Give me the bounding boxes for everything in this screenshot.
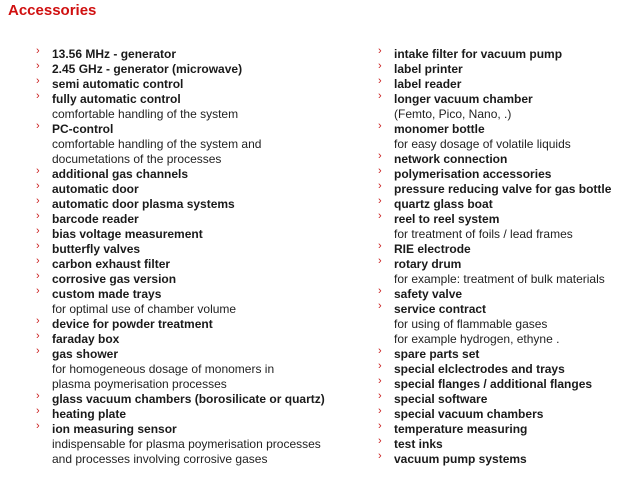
list-item (36, 422, 366, 467)
list-item (36, 47, 366, 62)
item-label: gas shower (52, 347, 119, 361)
item-label: service contract (394, 302, 487, 316)
bullet-arrow-icon: › (36, 90, 40, 102)
item-description: for treatment of foils / lead frames (394, 227, 573, 241)
bullet-arrow-icon: › (378, 360, 382, 372)
item-description: for using of flammable gases (394, 317, 548, 331)
list-item (378, 92, 618, 122)
item-label: spare parts set (394, 347, 480, 361)
bullet-arrow-icon: › (378, 210, 382, 222)
item-label: ion measuring sensor (52, 422, 177, 436)
bullet-arrow-icon: › (378, 120, 382, 132)
bullet-arrow-icon: › (36, 315, 40, 327)
bullet-arrow-icon: › (378, 45, 382, 57)
accessories-list-right (378, 47, 618, 467)
item-label: network connection (394, 152, 508, 166)
item-description: (Femto, Pico, Nano, .) (394, 107, 512, 121)
bullet-arrow-icon: › (36, 120, 40, 132)
item-description: for optimal use of chamber volume (52, 302, 237, 316)
item-label: vacuum pump systems (394, 452, 527, 466)
item-label: fully automatic control (52, 92, 181, 106)
item-label: label reader (394, 77, 462, 91)
list-item (36, 197, 366, 212)
item-label: pressure reducing valve for gas bottle (394, 182, 612, 196)
item-label: barcode reader (52, 212, 139, 226)
bullet-arrow-icon: › (378, 285, 382, 297)
item-label: longer vacuum chamber (394, 92, 533, 106)
list-item (378, 77, 618, 92)
list-item (378, 347, 618, 362)
bullet-arrow-icon: › (378, 90, 382, 102)
item-label: butterfly valves (52, 242, 141, 256)
list-item (36, 122, 366, 167)
bullet-arrow-icon: › (36, 345, 40, 357)
item-description: comfortable handling of the system (52, 107, 239, 121)
item-label: 2.45 GHz - generator (microwave) (52, 62, 243, 76)
bullet-arrow-icon: › (378, 435, 382, 447)
item-label: special vacuum chambers (394, 407, 544, 421)
list-item (378, 62, 618, 77)
item-description: for example: treatment of bulk materials (394, 272, 605, 286)
item-label: custom made trays (52, 287, 162, 301)
bullet-arrow-icon: › (378, 420, 382, 432)
list-item (36, 347, 366, 392)
accessories-list-left (36, 47, 366, 467)
list-item (36, 242, 366, 257)
list-item (36, 92, 366, 122)
bullet-arrow-icon: › (36, 210, 40, 222)
bullet-arrow-icon: › (36, 75, 40, 87)
bullet-arrow-icon: › (378, 75, 382, 87)
list-item (378, 362, 618, 377)
item-description: for homogeneous dosage of monomers in (52, 362, 275, 376)
item-label: PC-control (52, 122, 114, 136)
list-item (36, 407, 366, 422)
bullet-arrow-icon: › (36, 225, 40, 237)
bullet-arrow-icon: › (378, 165, 382, 177)
item-label: quartz glass boat (394, 197, 493, 211)
item-label: special flanges / additional flanges (394, 377, 593, 391)
bullet-arrow-icon: › (378, 255, 382, 267)
bullet-arrow-icon: › (378, 345, 382, 357)
list-item (378, 122, 618, 152)
item-label: polymerisation accessories (394, 167, 552, 181)
item-label: automatic door (52, 182, 139, 196)
list-item (36, 212, 366, 227)
item-label: bias voltage measurement (52, 227, 203, 241)
bullet-arrow-icon: › (378, 150, 382, 162)
item-label: safety valve (394, 287, 463, 301)
list-item (36, 287, 366, 317)
item-label: device for powder treatment (52, 317, 213, 331)
bullet-arrow-icon: › (36, 60, 40, 72)
page-title: Accessories (8, 2, 97, 19)
list-item (378, 452, 618, 467)
list-item (36, 167, 366, 182)
item-description: comfortable handling of the system and (52, 137, 262, 151)
list-item (36, 272, 366, 287)
list-item (378, 287, 618, 302)
item-description: indispensable for plasma poymerisation processes (52, 437, 321, 451)
item-label: glass vacuum chambers (borosilicate or quartz) (52, 392, 325, 406)
item-label: label printer (394, 62, 463, 76)
bullet-arrow-icon: › (378, 180, 382, 192)
item-description: and processes involving corrosive gases (52, 452, 268, 466)
item-label: temperature measuring (394, 422, 528, 436)
item-label: RIE electrode (394, 242, 471, 256)
bullet-arrow-icon: › (36, 255, 40, 267)
bullet-arrow-icon: › (36, 390, 40, 402)
bullet-arrow-icon: › (36, 405, 40, 417)
list-item (378, 407, 618, 422)
bullet-arrow-icon: › (378, 195, 382, 207)
list-item (378, 152, 618, 167)
list-item (36, 62, 366, 77)
item-description: for example hydrogen, ethyne . (394, 332, 560, 346)
item-description: for easy dosage of volatile liquids (394, 137, 571, 151)
bullet-arrow-icon: › (378, 405, 382, 417)
list-item (378, 437, 618, 452)
list-item (36, 317, 366, 332)
list-item (36, 392, 366, 407)
list-item (36, 257, 366, 272)
bullet-arrow-icon: › (36, 180, 40, 192)
bullet-arrow-icon: › (36, 285, 40, 297)
bullet-arrow-icon: › (378, 300, 382, 312)
item-label: intake filter for vacuum pump (394, 47, 563, 61)
list-item (378, 422, 618, 437)
bullet-arrow-icon: › (378, 450, 382, 462)
item-label: special software (394, 392, 488, 406)
bullet-arrow-icon: › (378, 240, 382, 252)
list-item (378, 242, 618, 257)
list-item (378, 167, 618, 182)
item-label: additional gas channels (52, 167, 189, 181)
bullet-arrow-icon: › (36, 330, 40, 342)
list-item (378, 377, 618, 392)
list-item (378, 47, 618, 62)
item-label: automatic door plasma systems (52, 197, 235, 211)
list-item (378, 257, 618, 287)
bullet-arrow-icon: › (36, 240, 40, 252)
list-item (378, 212, 618, 242)
bullet-arrow-icon: › (378, 60, 382, 72)
item-label: reel to reel system (394, 212, 500, 226)
list-item (378, 302, 618, 347)
bullet-arrow-icon: › (36, 420, 40, 432)
list-item (36, 227, 366, 242)
item-label: test inks (394, 437, 443, 451)
bullet-arrow-icon: › (36, 270, 40, 282)
item-label: semi automatic control (52, 77, 184, 91)
item-label: faraday box (52, 332, 120, 346)
item-label: 13.56 MHz - generator (52, 47, 177, 61)
list-item (378, 182, 618, 197)
bullet-arrow-icon: › (36, 195, 40, 207)
bullet-arrow-icon: › (378, 390, 382, 402)
item-label: heating plate (52, 407, 127, 421)
item-label: carbon exhaust filter (52, 257, 171, 271)
bullet-arrow-icon: › (36, 45, 40, 57)
item-description: documetations of the processes (52, 152, 222, 166)
item-label: monomer bottle (394, 122, 485, 136)
item-description: plasma poymerisation processes (52, 377, 227, 391)
list-item (36, 332, 366, 347)
list-item (378, 392, 618, 407)
item-label: corrosive gas version (52, 272, 177, 286)
item-label: rotary drum (394, 257, 462, 271)
bullet-arrow-icon: › (378, 375, 382, 387)
bullet-arrow-icon: › (36, 165, 40, 177)
list-item (36, 77, 366, 92)
item-label: special elclectrodes and trays (394, 362, 565, 376)
list-item (378, 197, 618, 212)
list-item (36, 182, 366, 197)
